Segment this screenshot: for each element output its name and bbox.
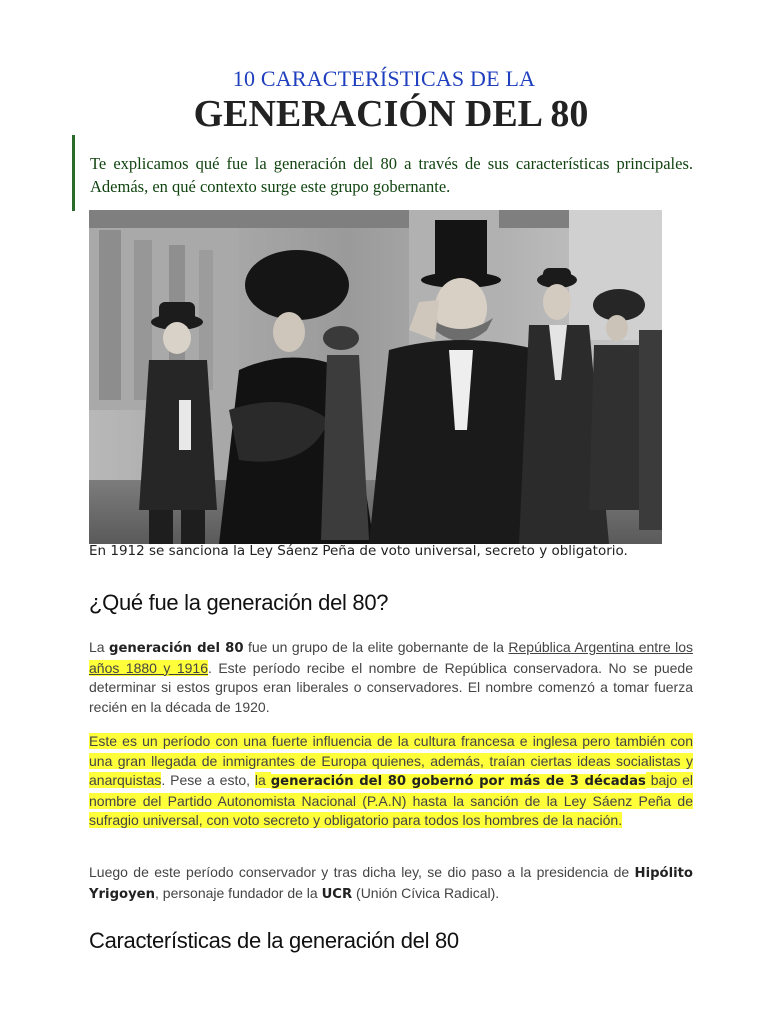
text-run: . Pese a esto,	[161, 772, 255, 788]
document-title: GENERACIÓN DEL 80	[193, 93, 589, 135]
section-heading-what-was: ¿Qué fue la generación del 80?	[89, 590, 389, 615]
highlighted-bold-text: generación del 80 gobernó por más de 3 décadas	[270, 774, 646, 789]
paragraph-influence	[89, 732, 693, 831]
text-run: La	[89, 639, 110, 655]
paragraph-definition	[89, 638, 693, 717]
link-anos-1880-1916[interactable]: años 1880 y 1916	[89, 659, 208, 676]
highlighted-text: Este es un período con una fuerte influencia de la cultura francesa e inglesa pero también con una gran llegada de inmigrantes de Europa quienes, además, traían ciertas ideas socialistas y anarquistas	[89, 733, 693, 788]
figure-caption: En 1912 se sanciona la Ley Sáenz Peña de voto universal, secreto y obligatorio.	[89, 543, 628, 559]
highlighted-text: la	[254, 772, 271, 788]
intro-accent-bar	[72, 135, 75, 211]
text-run: Luego de este período conservador y tras dicha ley, se dio paso a la presidencia de	[89, 864, 635, 880]
link-republica-argentina[interactable]: República Argentina entre los	[508, 639, 693, 655]
highlighted-text: bajo el nombre del Partido Autonomista Nacional (P.A.N) hasta la sanción de la Ley Sáenz Peña de sufragio universal, con voto secreto y obligatorio para todos los hombres de la nación.	[89, 772, 693, 828]
bold-text: UCR	[321, 886, 353, 902]
paragraph-yrigoyen	[89, 863, 693, 904]
text-run: . Este período recibe el nombre de República conservadora. No se puede determinar si estos grupos eran liberales o conservadores. El nombre comenzó a tomar fuerza recién en la década de 1920.	[89, 659, 693, 715]
bold-text: Hipólito Yrigoyen	[89, 866, 693, 902]
section-heading-characteristics: Características de la generación del 80	[89, 928, 459, 953]
text-run: (Unión Cívica Radical).	[352, 884, 500, 901]
document-supertitle: 10 CARACTERÍSTICAS DE LA	[232, 66, 536, 91]
historical-photo	[89, 210, 662, 544]
bold-text: generación del 80	[109, 641, 244, 656]
text-run: , personaje fundador de la	[155, 884, 322, 901]
text-run: fue un grupo de la elite gobernante de la	[243, 639, 509, 655]
intro-paragraph: Te explicamos qué fue la generación del 80 a través de sus características principales. Además, en qué contexto surge este grupo gobernante.	[90, 154, 693, 196]
photo-illustration	[89, 210, 662, 544]
